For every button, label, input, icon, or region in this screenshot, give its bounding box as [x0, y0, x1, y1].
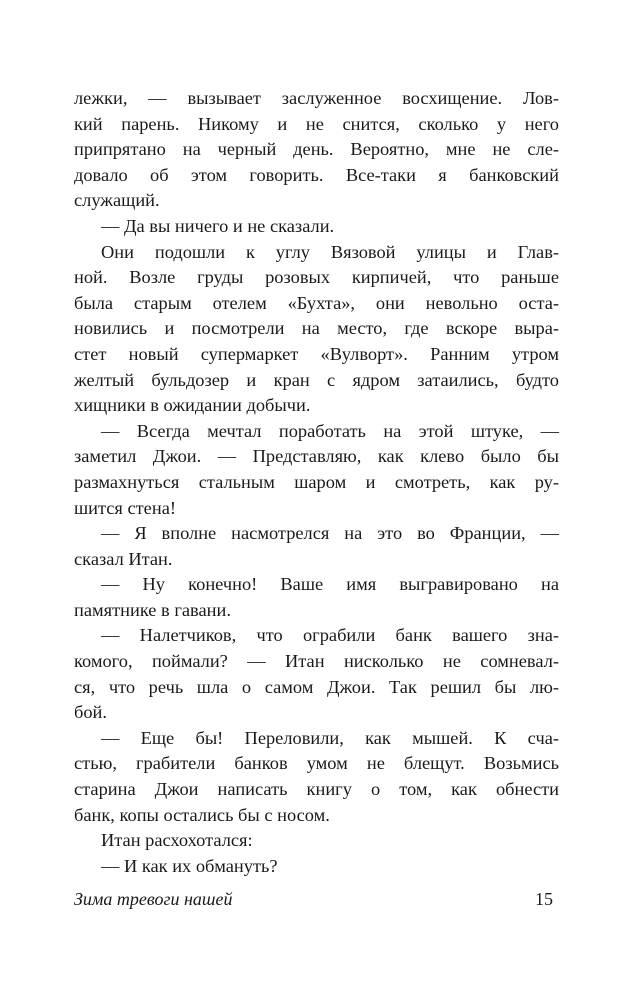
text-line: старина Джои написать книгу о том, как обнести — [74, 779, 559, 800]
text-line: размахнуться стальным шаром и смотреть, как ру- — [74, 471, 559, 492]
text-line: кий парень. Никому и не снится, сколько у него — [74, 113, 559, 134]
text-line: лежки, — вызывает заслуженное восхищение. Лов- — [74, 88, 559, 108]
text-line: ся, что речь шла о самом Джои. Так решил бы лю- — [74, 676, 559, 697]
text-line: Они подошли к углу Вязовой улицы и Глав- — [101, 241, 559, 262]
text-line: хищники в ожидании добычи. — [74, 395, 311, 416]
text-line: новились и посмотрели на место, где вскоре выра- — [74, 318, 559, 339]
text-line: Итан расхохотался: — [101, 830, 253, 851]
text-line: памятнике в гавани. — [74, 599, 231, 620]
text-line: припрятано на черный день. Вероятно, мне не сле- — [74, 139, 559, 160]
page-footer — [74, 887, 559, 911]
text-line: комого, поймали? — Итан нисколько не сомневал- — [74, 651, 559, 672]
text-line: служащий. — [74, 190, 160, 211]
page-number: 15 — [535, 889, 553, 909]
text-line: шится стена! — [74, 497, 176, 518]
text-line: стью, грабители банков умом не блещут. Возьмись — [74, 753, 559, 774]
text-line: — Всегда мечтал поработать на этой штуке, — — [101, 420, 559, 441]
text-line: ной. Возле груды розовых кирпичей, что раньше — [74, 267, 559, 288]
text-line: довало об этом говорить. Все-таки я банковский — [74, 164, 559, 185]
text-line: банк, копы остались бы с носом. — [74, 804, 330, 825]
page-body — [74, 86, 559, 879]
text-line: желтый бульдозер и кран с ядром затаились, будто — [74, 369, 559, 390]
text-line: — Ну конечно! Ваше имя выгравировано на — [101, 574, 559, 595]
text-line: — И как их обмануть? — [101, 855, 278, 876]
text-line: бой. — [74, 702, 107, 723]
text-line: сказал Итан. — [74, 548, 173, 569]
running-title: Зима тревоги нашей — [74, 889, 233, 909]
text-line: заметил Джои. — Представляю, как клево было бы — [74, 446, 559, 467]
text-line: — Да вы ничего и не сказали. — [101, 215, 335, 236]
text-line: была старым отелем «Бухта», они невольно оста- — [74, 292, 559, 313]
text-line: — Налетчиков, что ограбили банк вашего зна- — [101, 625, 559, 646]
text-line: — Еще бы! Переловили, как мышей. К сча- — [101, 727, 559, 748]
text-line: — Я вполне насмотрелся на это во Франции, — — [101, 523, 559, 544]
text-line: стет новый супермаркет «Вулворт». Ранним утром — [74, 343, 559, 364]
